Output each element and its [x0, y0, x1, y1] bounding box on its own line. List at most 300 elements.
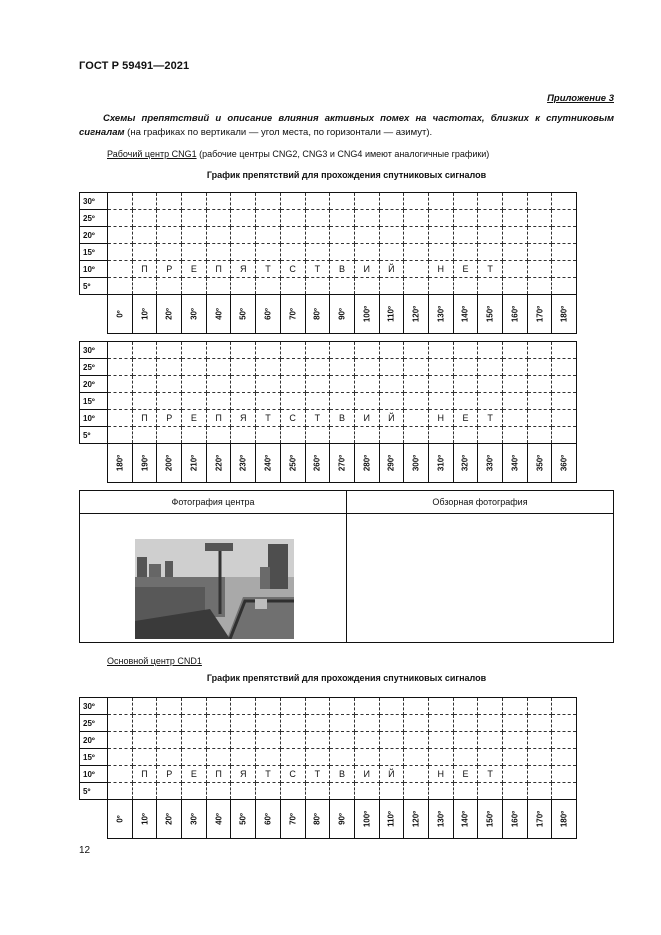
- grid-cell: [108, 376, 133, 393]
- grid-cell: [379, 783, 404, 800]
- grid-cell: [330, 749, 355, 766]
- grid-cell: В: [330, 766, 355, 783]
- grid-cell: [108, 698, 133, 715]
- azimuth-tick-label: 40º: [214, 813, 224, 825]
- grid-cell: Т: [256, 766, 281, 783]
- photo-table: [79, 490, 614, 643]
- obstacle-grid-3: [79, 697, 577, 839]
- azimuth-tick-label: 210º: [189, 454, 199, 472]
- grid-cell: [182, 376, 207, 393]
- grid-cell: Р: [157, 410, 182, 427]
- azimuth-tick-label: 280º: [362, 454, 372, 472]
- grid-cell: В: [330, 410, 355, 427]
- grid-cell: [305, 244, 330, 261]
- document-header: ГОСТ Р 59491—2021: [79, 60, 190, 72]
- grid-cell: [478, 376, 503, 393]
- grid-cell: [256, 698, 281, 715]
- grid-cell: [108, 210, 133, 227]
- grid-cell: [256, 732, 281, 749]
- grid-cell: [182, 342, 207, 359]
- grid-cell: [108, 278, 133, 295]
- azimuth-tick: [132, 295, 157, 334]
- elevation-label: 5º: [80, 783, 108, 800]
- grid-cell: [108, 715, 133, 732]
- grid-cell: [206, 749, 231, 766]
- grid-cell: [132, 244, 157, 261]
- grid-cell: [453, 359, 478, 376]
- grid-cell: [157, 376, 182, 393]
- grid-cell: [527, 715, 552, 732]
- grid-cell: [478, 393, 503, 410]
- azimuth-tick: [132, 800, 157, 839]
- grid-cell: [503, 244, 528, 261]
- azimuth-tick-label: 120º: [411, 810, 421, 828]
- azimuth-tick-label: 160º: [510, 810, 520, 828]
- grid-cell: [231, 393, 256, 410]
- grid-cell: [132, 732, 157, 749]
- grid-cell: [280, 749, 305, 766]
- grid-cell: [108, 227, 133, 244]
- grid-cell: [132, 376, 157, 393]
- grid-cell: [428, 227, 453, 244]
- grid-cell: [206, 359, 231, 376]
- grid-cell: Е: [182, 410, 207, 427]
- grid-cell: [108, 732, 133, 749]
- grid-cell: [527, 766, 552, 783]
- grid-cell: [379, 244, 404, 261]
- grid-cell: [453, 749, 478, 766]
- azimuth-tick: [256, 444, 281, 483]
- azimuth-tick: [354, 444, 379, 483]
- grid-cell: [478, 427, 503, 444]
- grid-cell: [157, 193, 182, 210]
- grid-cell: [354, 210, 379, 227]
- grid-cell: [478, 359, 503, 376]
- azimuth-tick: [527, 444, 552, 483]
- azimuth-tick-label: 150º: [485, 305, 495, 323]
- grid-row: [80, 393, 577, 410]
- grid-cell: [527, 410, 552, 427]
- azimuth-tick-label: 180º: [559, 810, 569, 828]
- azimuth-tick-label: 310º: [436, 454, 446, 472]
- grid-cell: [330, 193, 355, 210]
- azimuth-tick-label: 270º: [337, 454, 347, 472]
- axis-corner: [80, 444, 108, 483]
- grid-cell: [330, 244, 355, 261]
- grid-cell: [256, 244, 281, 261]
- grid-cell: [256, 193, 281, 210]
- grid-cell: [404, 193, 429, 210]
- grid-cell: [231, 278, 256, 295]
- grid-cell: [503, 410, 528, 427]
- azimuth-tick-label: 0º: [115, 815, 125, 823]
- grid-cell: [527, 342, 552, 359]
- azimuth-axis: [80, 295, 577, 334]
- grid-cell: [503, 278, 528, 295]
- grid-cell: [379, 715, 404, 732]
- center-photo: [135, 539, 294, 639]
- grid-cell: [206, 715, 231, 732]
- grid-cell: Й: [379, 410, 404, 427]
- elevation-label: 5º: [80, 427, 108, 444]
- grid-cell: [231, 427, 256, 444]
- azimuth-tick: [552, 444, 577, 483]
- grid-cell: [206, 227, 231, 244]
- grid-row: [80, 376, 577, 393]
- grid-cell: [478, 698, 503, 715]
- grid-cell: [157, 732, 182, 749]
- grid-cell: [157, 342, 182, 359]
- grid-cell: [478, 749, 503, 766]
- grid-cell: [231, 342, 256, 359]
- azimuth-tick-label: 90º: [337, 308, 347, 320]
- azimuth-tick: [552, 295, 577, 334]
- azimuth-tick: [280, 295, 305, 334]
- azimuth-tick: [379, 444, 404, 483]
- elevation-label: 30º: [80, 698, 108, 715]
- azimuth-tick-label: 150º: [485, 810, 495, 828]
- grid-cell: [305, 715, 330, 732]
- grid-cell: [379, 193, 404, 210]
- grid-cell: [527, 278, 552, 295]
- grid-cell: [478, 193, 503, 210]
- grid-cell: [354, 393, 379, 410]
- azimuth-tick-label: 10º: [140, 813, 150, 825]
- grid-cell: [404, 749, 429, 766]
- grid-cell: [527, 193, 552, 210]
- grid-cell: Н: [428, 766, 453, 783]
- azimuth-tick: [330, 295, 355, 334]
- grid-cell: [379, 393, 404, 410]
- grid-cell: [404, 210, 429, 227]
- grid-cell: [552, 244, 577, 261]
- grid-cell: [453, 342, 478, 359]
- azimuth-tick-label: 0º: [115, 310, 125, 318]
- grid-cell: [527, 210, 552, 227]
- azimuth-tick: [157, 295, 182, 334]
- grid-cell: [280, 244, 305, 261]
- grid-cell: [552, 393, 577, 410]
- grid-cell: [354, 342, 379, 359]
- grid-cell: [330, 783, 355, 800]
- grid-cell: [552, 278, 577, 295]
- grid-cell: Е: [182, 766, 207, 783]
- grid-cell: Т: [256, 410, 281, 427]
- axis-corner: [80, 800, 108, 839]
- grid-cell: [157, 227, 182, 244]
- azimuth-tick-label: 20º: [164, 308, 174, 320]
- grid-cell: [552, 410, 577, 427]
- grid-cell: [428, 749, 453, 766]
- grid-cell: [231, 359, 256, 376]
- grid-cell: [354, 193, 379, 210]
- grid-cell: [354, 427, 379, 444]
- azimuth-tick-label: 170º: [535, 810, 545, 828]
- chart-title-1: График препятствий для прохождения спутниковых сигналов: [206, 170, 487, 180]
- azimuth-tick-label: 60º: [263, 308, 273, 320]
- grid-cell: [157, 359, 182, 376]
- grid-cell: [206, 698, 231, 715]
- grid-cell: [256, 342, 281, 359]
- grid-cell: [256, 715, 281, 732]
- grid-row: [80, 244, 577, 261]
- grid-cell: [428, 783, 453, 800]
- grid-row: [80, 210, 577, 227]
- grid-cell: С: [280, 766, 305, 783]
- grid-cell: [305, 393, 330, 410]
- grid-cell: [256, 393, 281, 410]
- elevation-label: 10º: [80, 261, 108, 278]
- azimuth-tick-label: 360º: [559, 454, 569, 472]
- grid-cell: [280, 427, 305, 444]
- azimuth-axis: [80, 800, 577, 839]
- grid-cell: [503, 342, 528, 359]
- grid-cell: [552, 783, 577, 800]
- azimuth-tick: [206, 295, 231, 334]
- section-cng1: [107, 149, 489, 159]
- grid-cell: [527, 698, 552, 715]
- grid-cell: [305, 227, 330, 244]
- grid-cell: [527, 376, 552, 393]
- grid-cell: [527, 783, 552, 800]
- azimuth-tick-label: 40º: [214, 308, 224, 320]
- azimuth-tick: [256, 295, 281, 334]
- azimuth-tick: [527, 295, 552, 334]
- grid-cell: [330, 342, 355, 359]
- grid-cell: [108, 342, 133, 359]
- grid-cell: [280, 227, 305, 244]
- azimuth-tick: [206, 800, 231, 839]
- grid-cell: [503, 261, 528, 278]
- azimuth-tick: [305, 800, 330, 839]
- azimuth-tick-label: 200º: [164, 454, 174, 472]
- grid-cell: [182, 244, 207, 261]
- elevation-label: 15º: [80, 244, 108, 261]
- grid-cell: [206, 732, 231, 749]
- grid-cell: [354, 244, 379, 261]
- grid-cell: [404, 244, 429, 261]
- grid-cell: [206, 376, 231, 393]
- elevation-label: 5º: [80, 278, 108, 295]
- grid-cell: [182, 210, 207, 227]
- grid-cell: Т: [478, 261, 503, 278]
- azimuth-tick: [108, 800, 133, 839]
- azimuth-tick-label: 190º: [140, 454, 150, 472]
- grid-cell: [231, 715, 256, 732]
- grid-cell: [280, 732, 305, 749]
- grid-cell: Й: [379, 766, 404, 783]
- azimuth-tick: [478, 444, 503, 483]
- grid-cell: [305, 732, 330, 749]
- grid-cell: [305, 359, 330, 376]
- azimuth-tick-label: 130º: [436, 305, 446, 323]
- grid-cell: [428, 278, 453, 295]
- azimuth-tick-label: 80º: [312, 813, 322, 825]
- grid-cell: [527, 227, 552, 244]
- grid-cell: [182, 278, 207, 295]
- grid-cell: [478, 732, 503, 749]
- grid-cell: [453, 698, 478, 715]
- azimuth-tick-label: 50º: [238, 813, 248, 825]
- grid-row: [80, 227, 577, 244]
- grid-cell: [132, 359, 157, 376]
- azimuth-tick-label: 100º: [362, 305, 372, 323]
- grid-cell: [182, 715, 207, 732]
- grid-cell: [182, 732, 207, 749]
- grid-cell: Й: [379, 261, 404, 278]
- grid-row: [80, 427, 577, 444]
- grid-cell: [428, 698, 453, 715]
- grid-cell: Я: [231, 766, 256, 783]
- elevation-label: 15º: [80, 749, 108, 766]
- grid-cell: [379, 732, 404, 749]
- grid-row: [80, 783, 577, 800]
- grid-cell: [379, 376, 404, 393]
- grid-row: [80, 410, 577, 427]
- azimuth-tick-label: 110º: [386, 811, 396, 827]
- grid-cell: [157, 393, 182, 410]
- grid-cell: Н: [428, 410, 453, 427]
- grid-cell: Р: [157, 261, 182, 278]
- grid-cell: [256, 278, 281, 295]
- grid-cell: [453, 278, 478, 295]
- azimuth-tick-label: 60º: [263, 813, 273, 825]
- photo-divider: [346, 491, 347, 642]
- grid-cell: С: [280, 261, 305, 278]
- azimuth-tick: [404, 800, 429, 839]
- grid-cell: [330, 278, 355, 295]
- grid-cell: [231, 193, 256, 210]
- grid-cell: [256, 227, 281, 244]
- grid-cell: [280, 783, 305, 800]
- grid-cell: [330, 715, 355, 732]
- grid-cell: [256, 783, 281, 800]
- grid-cell: [108, 410, 133, 427]
- grid-cell: [132, 342, 157, 359]
- grid-cell: [453, 715, 478, 732]
- azimuth-tick: [527, 800, 552, 839]
- grid-cell: Н: [428, 261, 453, 278]
- grid-cell: [428, 210, 453, 227]
- grid-cell: [108, 749, 133, 766]
- grid-cell: [527, 427, 552, 444]
- azimuth-tick: [354, 295, 379, 334]
- grid-row: [80, 715, 577, 732]
- grid-cell: [428, 732, 453, 749]
- grid-cell: [182, 227, 207, 244]
- grid-cell: [354, 783, 379, 800]
- grid-cell: [453, 193, 478, 210]
- grid-cell: [527, 244, 552, 261]
- grid-cell: П: [206, 410, 231, 427]
- azimuth-tick: [108, 295, 133, 334]
- grid-cell: [552, 376, 577, 393]
- grid-cell: [428, 244, 453, 261]
- azimuth-tick-label: 180º: [559, 305, 569, 323]
- grid-cell: [280, 193, 305, 210]
- grid-cell: [428, 359, 453, 376]
- grid-cell: [404, 698, 429, 715]
- azimuth-tick: [157, 444, 182, 483]
- azimuth-tick-label: 110º: [386, 306, 396, 322]
- grid-cell: [108, 193, 133, 210]
- obstacle-grid-1: [79, 192, 577, 334]
- azimuth-tick-label: 120º: [411, 305, 421, 323]
- grid-cell: Т: [478, 410, 503, 427]
- grid-cell: [379, 427, 404, 444]
- grid-cell: П: [206, 261, 231, 278]
- grid-cell: [256, 749, 281, 766]
- annex-label: Приложение 3: [547, 93, 614, 104]
- azimuth-tick-label: 220º: [214, 454, 224, 472]
- grid-cell: [503, 783, 528, 800]
- grid-cell: [503, 193, 528, 210]
- grid-cell: [354, 359, 379, 376]
- azimuth-tick: [552, 800, 577, 839]
- grid-cell: [132, 427, 157, 444]
- azimuth-tick: [354, 800, 379, 839]
- azimuth-tick: [453, 444, 478, 483]
- grid-cell: [132, 278, 157, 295]
- grid-cell: [503, 393, 528, 410]
- azimuth-tick-label: 180º: [115, 454, 125, 472]
- grid-cell: [354, 749, 379, 766]
- elevation-label: 25º: [80, 210, 108, 227]
- grid-cell: Т: [305, 410, 330, 427]
- grid-cell: [453, 210, 478, 227]
- grid-cell: [503, 376, 528, 393]
- grid-cell: [379, 359, 404, 376]
- azimuth-tick-label: 330º: [485, 454, 495, 472]
- grid-cell: [280, 342, 305, 359]
- grid-cell: И: [354, 261, 379, 278]
- grid-row: [80, 342, 577, 359]
- grid-cell: [256, 359, 281, 376]
- grid-cell: [404, 427, 429, 444]
- grid-cell: [182, 427, 207, 444]
- grid-cell: [404, 783, 429, 800]
- intro-bold: Схемы препятствий и описание влияния активных помех на частотах, близких к спутниковым сигналам: [79, 113, 614, 138]
- grid-cell: П: [206, 766, 231, 783]
- grid-cell: [231, 227, 256, 244]
- grid-cell: [379, 210, 404, 227]
- azimuth-tick: [157, 800, 182, 839]
- grid-cell: [404, 278, 429, 295]
- grid-cell: [379, 749, 404, 766]
- grid-cell: [354, 715, 379, 732]
- grid-cell: [428, 427, 453, 444]
- azimuth-tick: [206, 444, 231, 483]
- azimuth-tick-label: 140º: [460, 810, 470, 828]
- grid-cell: [231, 244, 256, 261]
- azimuth-tick: [503, 800, 528, 839]
- azimuth-tick: [503, 444, 528, 483]
- grid-cell: [108, 427, 133, 444]
- grid-cell: [404, 410, 429, 427]
- azimuth-tick-label: 20º: [164, 813, 174, 825]
- grid-cell: [256, 376, 281, 393]
- elevation-label: 30º: [80, 342, 108, 359]
- elevation-label: 30º: [80, 193, 108, 210]
- grid-cell: [157, 427, 182, 444]
- grid-cell: [108, 393, 133, 410]
- grid-cell: Я: [231, 261, 256, 278]
- grid-cell: [280, 376, 305, 393]
- grid-cell: [132, 393, 157, 410]
- grid-cell: [404, 393, 429, 410]
- grid-cell: [404, 342, 429, 359]
- grid-row: [80, 732, 577, 749]
